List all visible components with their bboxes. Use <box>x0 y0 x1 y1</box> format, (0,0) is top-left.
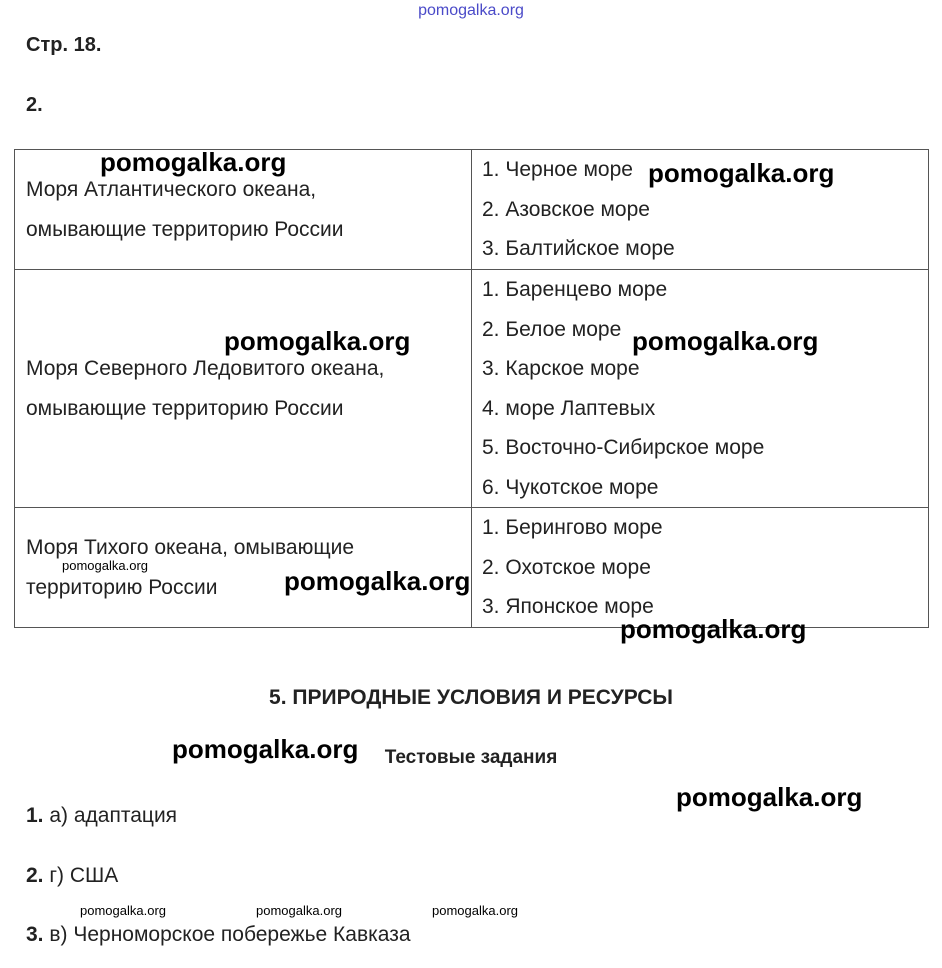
ocean-label-line: территорию России <box>26 575 218 599</box>
sea-item: 3. Карское море <box>482 357 640 380</box>
answer-text: г) США <box>49 864 119 887</box>
watermark: pomogalka.org <box>62 558 148 573</box>
ocean-cell <box>15 270 472 508</box>
ocean-label-line: Моря Атлантического океана, <box>26 178 317 201</box>
watermark: pomogalka.org <box>224 326 411 356</box>
watermark: pomogalka.org <box>432 903 518 918</box>
sea-item: 1. Черное море <box>482 158 633 182</box>
watermark: pomogalka.org <box>620 614 807 644</box>
answer-number: 1. <box>26 804 44 827</box>
watermark: pomogalka.org <box>284 566 471 596</box>
sea-item: 2. Белое море <box>482 317 622 341</box>
watermark: pomogalka.org <box>80 903 166 918</box>
page-reference: Стр. 18. <box>26 34 102 56</box>
table-row <box>15 508 929 628</box>
ocean-label-line: Моря Северного Ледовитого океана, <box>26 357 385 380</box>
watermark: pomogalka.org <box>100 147 287 177</box>
section-title: 5. ПРИРОДНЫЕ УСЛОВИЯ И РЕСУРСЫ <box>269 686 673 709</box>
seas-list-cell <box>472 270 929 508</box>
subsection-title: Тестовые задания <box>384 747 558 768</box>
table-row <box>15 270 929 508</box>
watermark: pomogalka.org <box>256 903 342 918</box>
sea-item: 3. Балтийское море <box>482 237 675 261</box>
ocean-label-line: Моря Тихого океана, омывающие <box>26 536 355 559</box>
top-watermark: pomogalka.org <box>418 2 524 19</box>
sea-item: 2. Азовское море <box>482 197 650 221</box>
answer-text: в) Черноморское побережье Кавказа <box>49 923 411 946</box>
sea-item: 3. Японское море <box>482 595 654 619</box>
answer-number: 3. <box>26 923 44 946</box>
watermark: pomogalka.org <box>648 158 835 188</box>
sea-item: 4. море Лаптевых <box>482 396 656 420</box>
watermark: pomogalka.org <box>172 734 359 764</box>
task-number: 2. <box>26 94 43 116</box>
answer-item <box>26 804 177 828</box>
answer-item <box>26 864 118 888</box>
answer-number: 2. <box>26 864 44 887</box>
sea-item: 5. Восточно-Сибирское море <box>482 436 765 459</box>
ocean-label-line: омывающие территорию России <box>26 396 344 420</box>
ocean-label-line: омывающие территорию России <box>26 217 344 241</box>
seas-list-cell <box>472 508 929 628</box>
sea-item: 1. Баренцево море <box>482 278 668 301</box>
sea-item: 1. Берингово море <box>482 516 663 540</box>
answer-item <box>26 923 411 947</box>
seas-table <box>14 149 929 628</box>
sea-item: 2. Охотское море <box>482 555 651 579</box>
answer-text: а) адаптация <box>49 804 178 827</box>
watermark: pomogalka.org <box>632 326 819 356</box>
watermark: pomogalka.org <box>676 782 863 812</box>
sea-item: 6. Чукотское море <box>482 475 659 499</box>
